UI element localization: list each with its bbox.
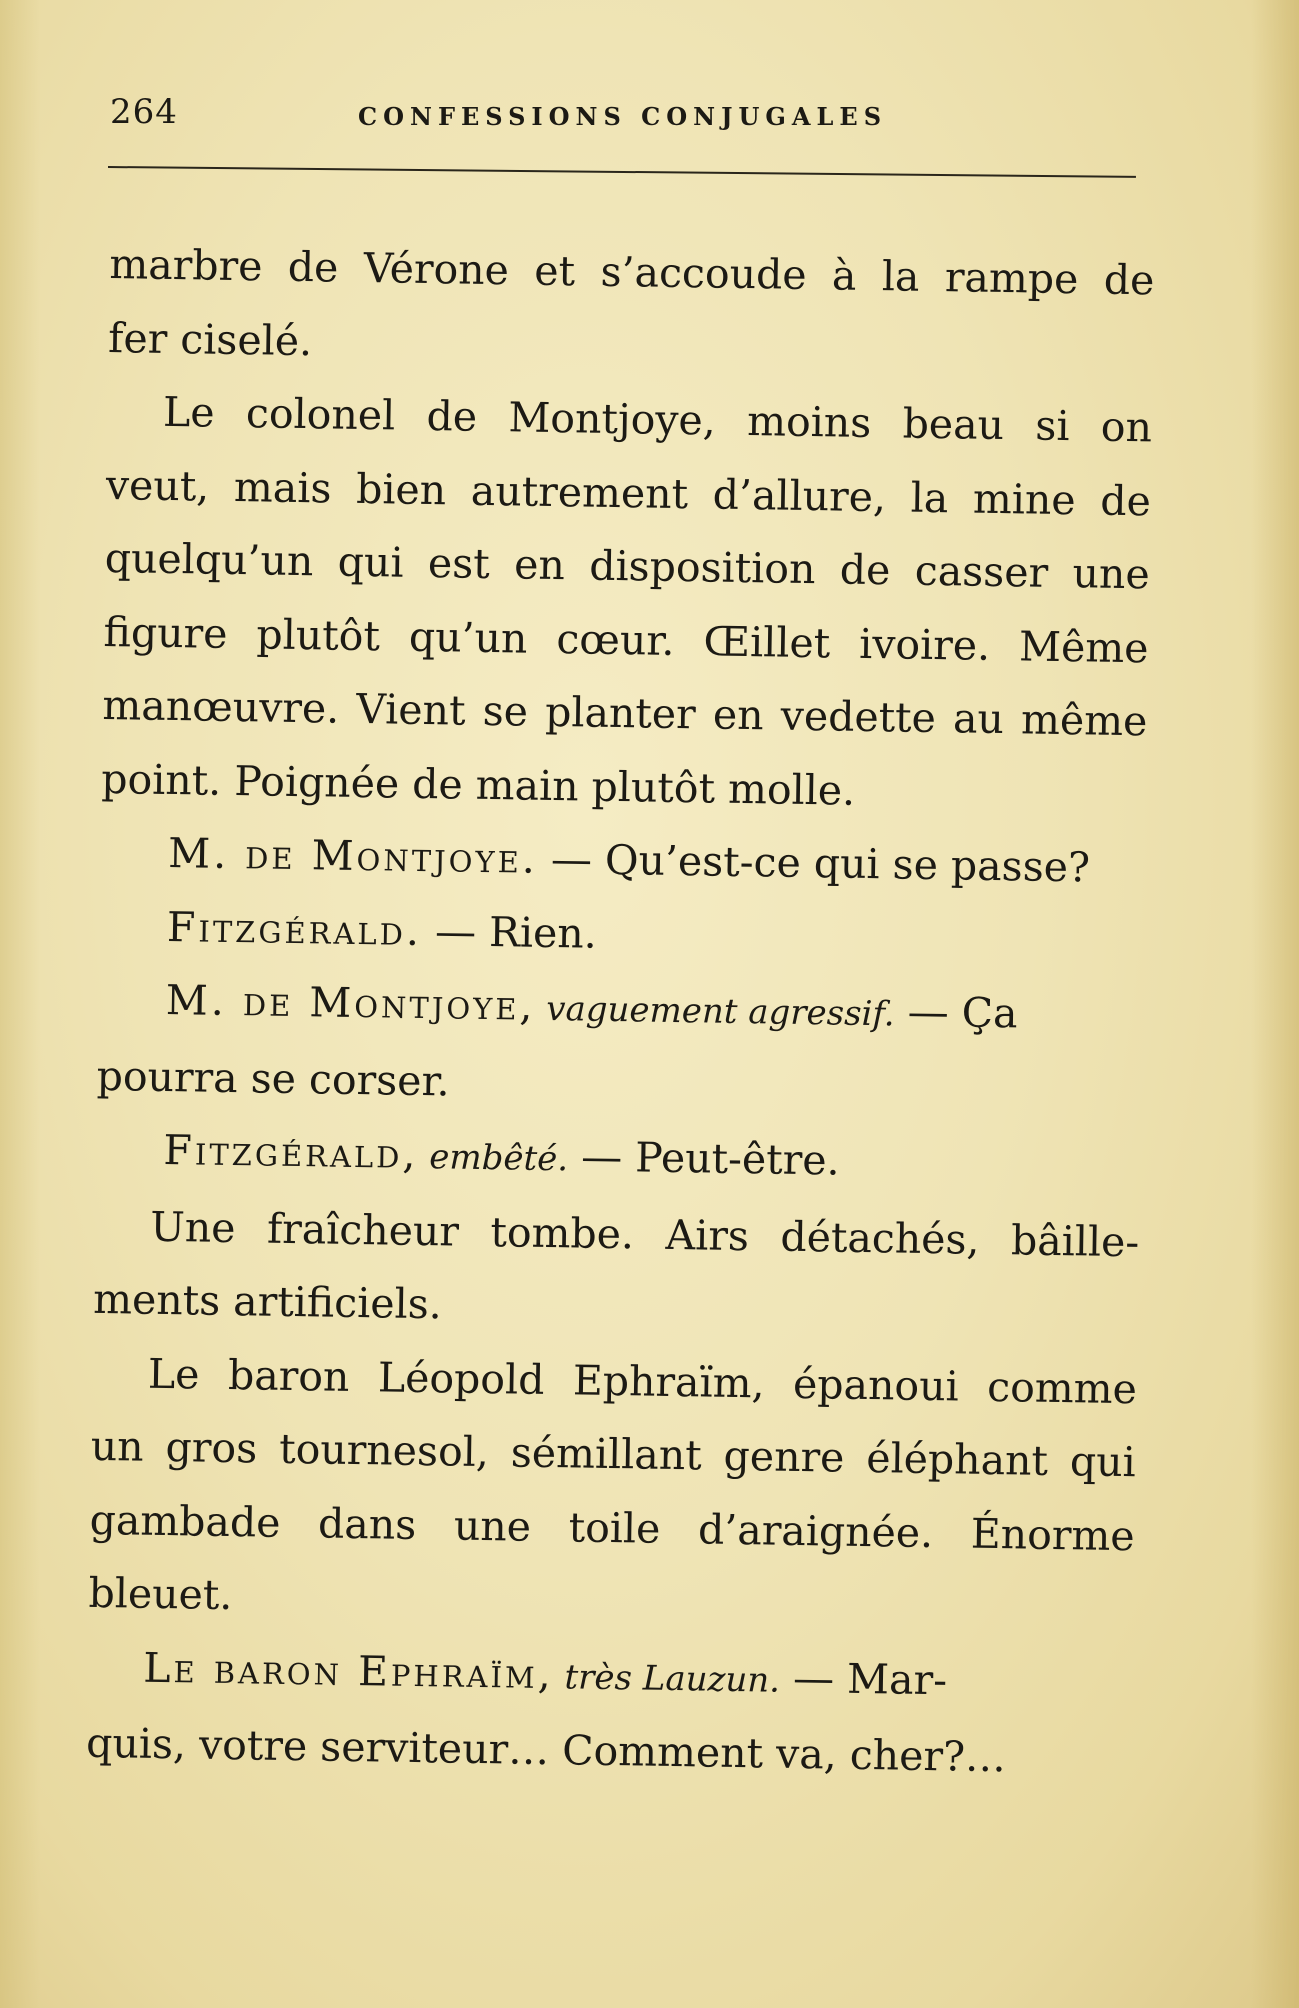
text-line: ments artificiels. [92, 1274, 443, 1329]
dialogue-text: — Ça [894, 987, 1018, 1038]
page-shadow-right [1251, 0, 1299, 2008]
dialogue-text: — Mar- [779, 1653, 948, 1704]
dialogue-text: — Qu’est-ce qui se passe? [537, 834, 1091, 892]
header-rule [108, 166, 1136, 178]
stage-direction: embêté. [418, 1136, 569, 1180]
text-line: fer ciselé. [107, 313, 313, 365]
speaker-name: M. de Montjoye, [165, 975, 536, 1030]
speaker-name: Fitzgérald, [163, 1125, 419, 1178]
text-line: Une fraîcheur tombe. Airs détachés, bâille- [149, 1202, 1140, 1266]
text-line: Le baron Léopold Ephraïm, épanoui comme [147, 1349, 1138, 1413]
text-line: point. Poignée de main plutôt molle. [100, 754, 856, 815]
stage-direction: vaguement agressif. [535, 988, 895, 1035]
text-line: marbre de Vérone et s’accoude à la rampe de [109, 239, 1155, 305]
running-title: CONFESSIONS CONJUGALES [358, 102, 888, 131]
page-number: 264 [110, 92, 178, 132]
running-head [110, 92, 1130, 142]
text-line: quis, votre serviteur… Comment va, cher?… [85, 1718, 1007, 1782]
page-shadow-left [0, 0, 40, 2008]
text-line: gambade dans une toile d’araignée. Énorme [89, 1495, 1135, 1560]
text-line: pourra se corser. [96, 1051, 451, 1105]
text-line: veut, mais bien autrement d’allure, la mine de [105, 460, 1152, 525]
text-line: Le colonel de Montjoye, moins beau si on [162, 387, 1153, 452]
dialogue-text: — Peut-être. [567, 1132, 840, 1185]
speaker-name: Le baron Ephraïm, [143, 1643, 555, 1698]
text-line: bleuet. [88, 1568, 233, 1620]
text-line: quelqu’un qui est en disposition de casser une [104, 533, 1151, 599]
text-line: un gros tournesol, sémillant genre éléphant qui [90, 1421, 1137, 1487]
speaker-name: Fitzgérald. [166, 902, 423, 955]
dialogue-text: — Rien. [421, 906, 598, 958]
speaker-name: M. de Montjoye. [167, 828, 539, 883]
text-line: figure plutôt qu’un cœur. Œillet ivoire. Même [103, 607, 1149, 672]
text-line: manœuvre. Vient se planter en vedette au même [102, 680, 1148, 746]
body-text [86, 228, 1155, 1797]
stage-direction: très Lauzun. [553, 1656, 781, 1701]
